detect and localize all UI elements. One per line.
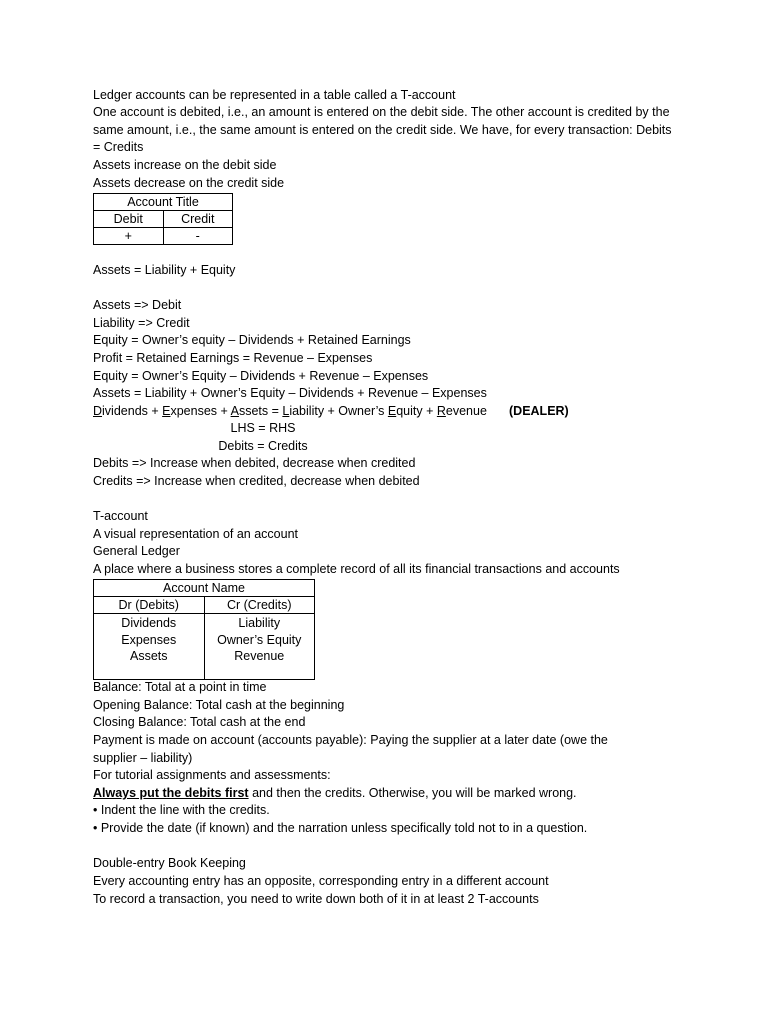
double-entry-heading: Double-entry Book Keeping [93, 856, 246, 870]
t-account-heading: T-account [93, 509, 148, 523]
assets-equation-2: Assets = Liability + Owner’s Equity – Dividends + Revenue – Expenses [93, 386, 487, 400]
opening-balance-line: Opening Balance: Total cash at the beginning [93, 698, 345, 712]
liability-credit-line: Liability => Credit [93, 316, 190, 330]
list-item: Owner’s Equity [217, 632, 302, 647]
balance-line: Balance: Total at a point in time [93, 680, 267, 694]
account-title-header: Account Title [94, 194, 233, 211]
dr-header: Dr (Debits) [94, 597, 205, 614]
lhs-rhs-line: LHS = RHS [230, 421, 296, 435]
equity-equation-2: Equity = Owner’s Equity – Dividends + Revenue – Expenses [93, 369, 429, 383]
list-item: Expenses [121, 632, 177, 647]
account-title-table [93, 193, 233, 245]
intro-line: Ledger accounts can be represented in a table called a T-account [93, 88, 456, 102]
bullet-date-narration: • Provide the date (if known) and the narration unless specifically told not to in a question. [93, 821, 588, 835]
debit-sign: + [94, 228, 164, 245]
debit-credit-paragraph: One account is debited, i.e., an amount is entered on the debit side. The other account is credited by the same amount, i.e., the same amount is entered on the credit side. We have, for every transaction: Debits = Credits [93, 105, 672, 154]
double-entry-line-2: To record a transaction, you need to write down both of it in at least 2 T-accounts [93, 892, 539, 906]
list-item: Dividends [121, 616, 177, 630]
debits-rule-line: Debits => Increase when debited, decrease when credited [93, 456, 416, 470]
credit-sign: - [163, 228, 233, 245]
payment-paragraph: Payment is made on account (accounts payable): Paying the supplier at a later date (owe the supplier – liability) [93, 733, 608, 765]
account-name-header: Account Name [94, 580, 315, 597]
list-item: Liability [238, 616, 281, 630]
debits-credits-line: Debits = Credits [218, 439, 308, 453]
general-ledger-heading: General Ledger [93, 544, 180, 558]
assets-increase-line: Assets increase on the debit side [93, 158, 277, 172]
equity-equation-1: Equity = Owner’s equity – Dividends + Retained Earnings [93, 333, 411, 347]
closing-balance-line: Closing Balance: Total cash at the end [93, 715, 306, 729]
cr-header: Cr (Credits) [204, 597, 315, 614]
dealer-equation: Dividends + Expenses + Assets = Liability + Owner’s Equity + Revenue [93, 404, 487, 418]
profit-equation: Profit = Retained Earnings = Revenue – Expenses [93, 351, 373, 365]
credit-items-cell [204, 614, 315, 680]
assets-debit-line: Assets => Debit [93, 298, 182, 312]
debits-first-rule: Always put the debits first and then the credits. Otherwise, you will be marked wrong. [93, 786, 577, 800]
bullet-indent: • Indent the line with the credits. [93, 803, 270, 817]
list-item: Assets [129, 649, 168, 663]
accounting-equation: Assets = Liability + Equity [93, 263, 236, 277]
assets-decrease-line: Assets decrease on the credit side [93, 176, 285, 190]
double-entry-line-1: Every accounting entry has an opposite, corresponding entry in a different account [93, 874, 549, 888]
debit-items-cell [94, 614, 205, 680]
dealer-mnemonic: (DEALER) [509, 404, 569, 418]
general-ledger-definition: A place where a business stores a complete record of all its financial transactions and accounts [93, 562, 620, 576]
credits-rule-line: Credits => Increase when credited, decrease when debited [93, 474, 420, 488]
list-item: Revenue [234, 649, 285, 663]
credit-header: Credit [163, 211, 233, 228]
t-account-definition: A visual representation of an account [93, 527, 298, 541]
account-name-table [93, 579, 315, 680]
tutorial-heading: For tutorial assignments and assessments: [93, 768, 331, 782]
debit-header: Debit [94, 211, 164, 228]
